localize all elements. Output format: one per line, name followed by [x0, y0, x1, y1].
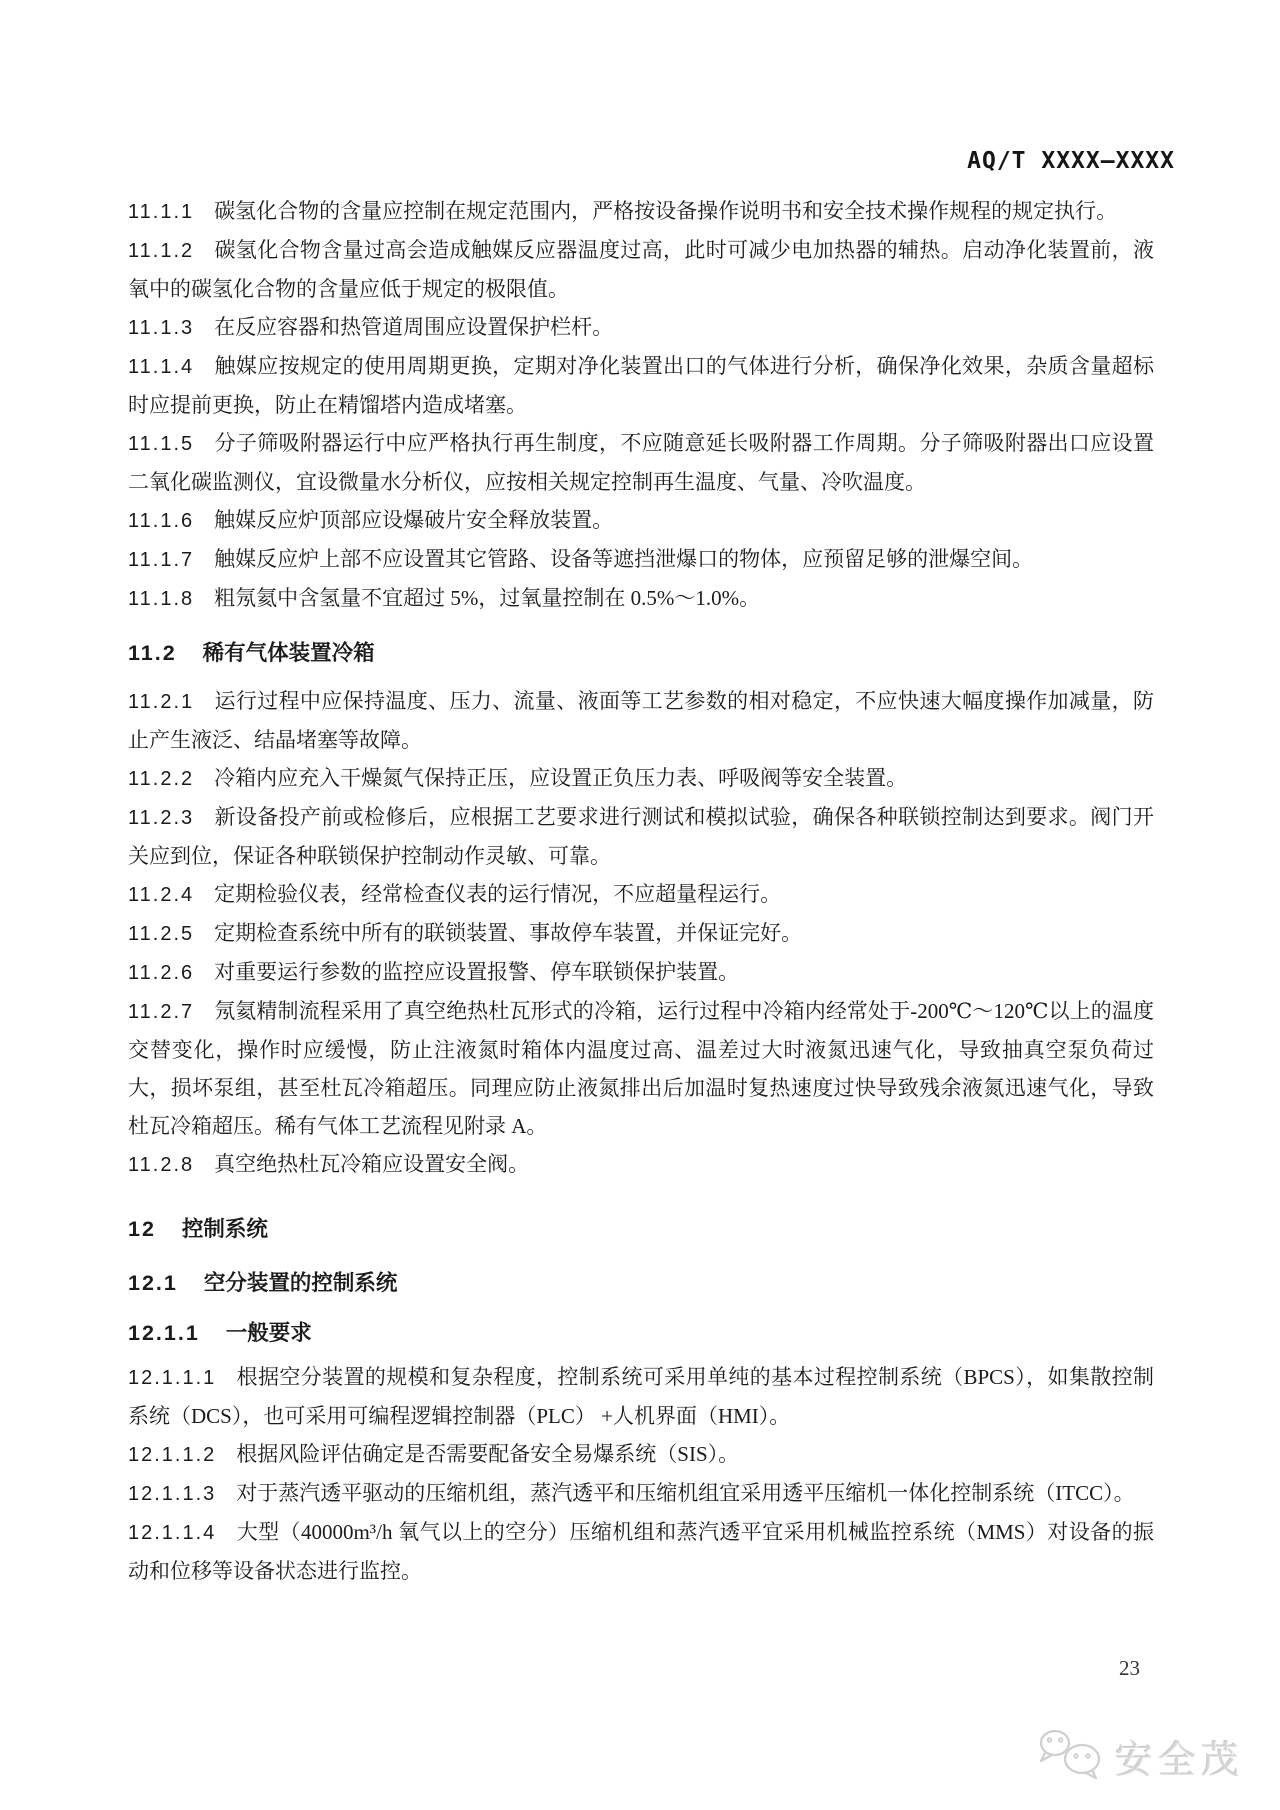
clause-text: 一般要求	[225, 1321, 312, 1345]
clause-number: 11.2.1	[128, 691, 195, 713]
clause-text: 氖氦精制流程采用了真空绝热杜瓦形式的冷箱，运行过程中冷箱内经常处于-200℃～120℃以上的温度交替变化，操作时应缓慢，防止注液氮时箱体内温度过高、温差过大时液氮迅速气化，导致抽真空泵负荷过大，损坏泵组，甚至杜瓦冷箱超压。同理应防止液氮排出后加温时复热速度过快导致残余液氮迅速气化，导致杜瓦冷箱超压。稀有气体工艺流程见附录 A。	[128, 999, 1154, 1138]
section-heading-12.1.1	[128, 1314, 1154, 1352]
standard-number: AQ/T XXXX—XXXX	[967, 148, 1175, 174]
clause-number: 11.1.6	[128, 510, 195, 532]
watermark	[1035, 1728, 1244, 1785]
clause-number: 11.1.4	[128, 356, 195, 378]
clause-number: 12.1.1.1	[128, 1367, 217, 1389]
clause-text: 对于蒸汽透平驱动的压缩机组，蒸汽透平和压缩机组宜采用透平压缩机一体化控制系统（ITCC）。	[236, 1481, 1135, 1505]
clause-11.1.4	[128, 347, 1154, 424]
page-header	[0, 148, 1175, 174]
clause-text: 碳氢化合物含量过高会造成触媒反应器温度过高，此时可减少电加热器的辅热。启动净化装置前，液氧中的碳氢化合物的含量应低于规定的极限值。	[128, 238, 1154, 301]
clause-number: 11.2.8	[128, 1154, 195, 1176]
clause-text: 空分装置的控制系统	[203, 1271, 398, 1295]
clause-text: 分子筛吸附器运行中应严格执行再生制度，不应随意延长吸附器工作周期。分子筛吸附器出口应设置二氧化碳监测仪，宜设微量水分析仪，应按相关规定控制再生温度、气量、冷吹温度。	[128, 431, 1154, 494]
clause-number: 11.1.8	[128, 588, 195, 610]
clause-text: 定期检查系统中所有的联锁装置、事故停车装置，并保证完好。	[214, 921, 803, 945]
section-heading-12.1	[128, 1264, 1154, 1302]
clause-11.2.4	[128, 875, 1154, 914]
clause-number: 11.1.3	[128, 317, 195, 339]
clause-11.1.7	[128, 540, 1154, 579]
clause-text: 稀有气体装置冷箱	[202, 641, 375, 665]
clause-text: 冷箱内应充入干燥氮气保持正压，应设置正负压力表、呼吸阀等安全装置。	[214, 766, 908, 790]
clause-12.1.1.3	[128, 1474, 1154, 1513]
clause-11.2.7	[128, 992, 1154, 1145]
clause-number: 12.1.1.3	[128, 1483, 217, 1505]
clause-number: 12.1.1.2	[128, 1444, 217, 1466]
clause-12.1.1.1	[128, 1358, 1154, 1435]
clause-11.2.8	[128, 1145, 1154, 1184]
clause-11.2.6	[128, 953, 1154, 992]
clause-text: 运行过程中应保持温度、压力、流量、液面等工艺参数的相对稳定，不应快速大幅度操作加减量，防止产生液泛、结晶堵塞等故障。	[128, 689, 1154, 752]
clause-text: 根据空分装置的规模和复杂程度，控制系统可采用单纯的基本过程控制系统（BPCS），如集散控制系统（DCS），也可采用可编程逻辑控制器（PLC） +人机界面（HMI）。	[128, 1365, 1154, 1428]
clause-text: 在反应容器和热管道周围应设置保护栏杆。	[214, 315, 614, 339]
clause-text: 对重要运行参数的监控应设置报警、停车联锁保护装置。	[214, 960, 740, 984]
clause-number: 11.1.7	[128, 549, 195, 571]
clause-text: 大型（40000m³/h 氧气以上的空分）压缩机组和蒸汽透平宜采用机械监控系统（MMS）对设备的振动和位移等设备状态进行监控。	[128, 1520, 1154, 1583]
section-heading-11.2	[128, 634, 1154, 672]
clause-number: 11.2.4	[128, 884, 195, 906]
clause-text: 触媒应按规定的使用周期更换，定期对净化装置出口的气体进行分析，确保净化效果，杂质含量超标时应提前更换，防止在精馏塔内造成堵塞。	[128, 354, 1154, 417]
clause-11.2.5	[128, 914, 1154, 953]
clause-11.1.6	[128, 501, 1154, 540]
clause-text: 定期检验仪表，经常检查仪表的运行情况，不应超量程运行。	[214, 882, 782, 906]
clause-number: 11.2.7	[128, 1001, 195, 1023]
clause-text: 真空绝热杜瓦冷箱应设置安全阀。	[214, 1152, 530, 1176]
clause-12.1.1.4	[128, 1513, 1154, 1590]
page-number: 23	[1119, 1656, 1140, 1680]
clause-11.1.1	[128, 192, 1154, 231]
wechat-icon	[1035, 1728, 1107, 1785]
clause-number: 11.1.1	[128, 201, 195, 223]
clause-text: 控制系统	[181, 1217, 268, 1241]
clause-text: 新设备投产前或检修后，应根据工艺要求进行测试和模拟试验，确保各种联锁控制达到要求。阀门开关应到位，保证各种联锁保护控制动作灵敏、可靠。	[128, 805, 1154, 868]
clause-number: 11.1.5	[128, 433, 195, 455]
section-heading-12	[128, 1210, 1154, 1248]
clause-text: 碳氢化合物的含量应控制在规定范围内，严格按设备操作说明书和安全技术操作规程的规定执行。	[214, 199, 1118, 223]
clause-number: 11.2.5	[128, 923, 195, 945]
clause-number: 12	[128, 1217, 156, 1241]
clause-text: 触媒反应炉上部不应设置其它管路、设备等遮挡泄爆口的物体，应预留足够的泄爆空间。	[214, 547, 1034, 571]
clause-11.2.3	[128, 798, 1154, 875]
clause-number: 12.1.1	[128, 1321, 200, 1345]
clause-text: 粗氖氦中含氢量不宜超过 5%，过氧量控制在 0.5%～1.0%。	[214, 586, 761, 610]
clause-11.1.5	[128, 424, 1154, 501]
clause-text: 触媒反应炉顶部应设爆破片安全释放装置。	[214, 508, 614, 532]
clause-11.2.2	[128, 759, 1154, 798]
clause-12.1.1.2	[128, 1435, 1154, 1474]
document-content	[128, 192, 1154, 1590]
clause-number: 12.1	[128, 1271, 178, 1295]
clause-number: 12.1.1.4	[128, 1522, 217, 1544]
clause-number: 11.2.2	[128, 768, 195, 790]
clause-11.1.2	[128, 231, 1154, 308]
clause-11.1.8	[128, 579, 1154, 618]
clause-number: 11.2	[128, 641, 177, 665]
clause-number: 11.1.2	[128, 240, 195, 262]
clause-11.2.1	[128, 682, 1154, 759]
clause-11.1.3	[128, 308, 1154, 347]
clause-number: 11.2.3	[128, 807, 195, 829]
clause-number: 11.2.6	[128, 962, 195, 984]
watermark-label: 安全茂	[1114, 1740, 1244, 1782]
clause-text: 根据风险评估确定是否需要配备安全易爆系统（SIS）。	[236, 1442, 740, 1466]
